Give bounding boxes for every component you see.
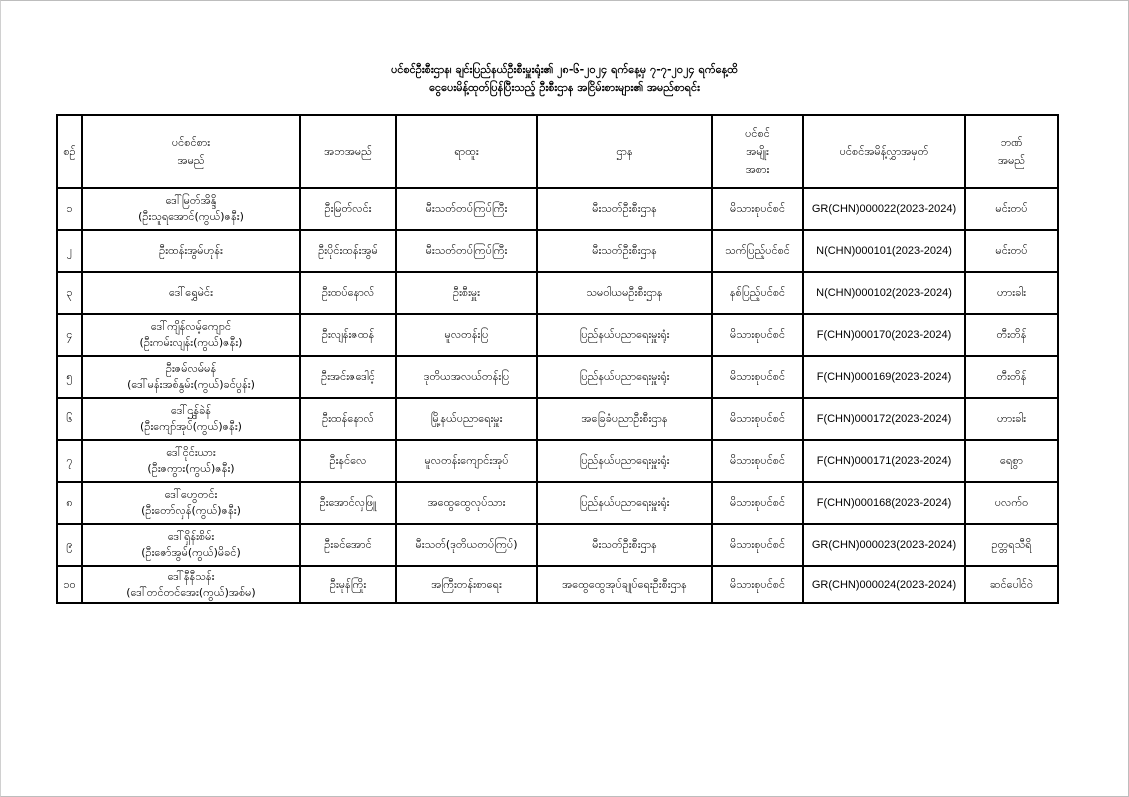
- row-no: ၁: [57, 188, 82, 230]
- document-title: [1, 61, 1128, 97]
- title-line-1: ပင်စင်ဦးစီးဌာန၊ ချင်းပြည်နယ်ဦးစီးမှူးရုံး၏ ၂၈-၆-၂၀၂၄ ရက်နေ့မှ ၇-၇-၂၀၂၄ ရက်နေ့ထိ: [391, 63, 738, 76]
- row-bank-name: ရေစွာ: [965, 440, 1058, 482]
- table-row: [57, 272, 1058, 314]
- pensioner-name: ဒေါ်ငိုင်းယား: [166, 446, 216, 459]
- row-order-number: GR(CHN)000022(2023-2024): [803, 188, 965, 230]
- row-pensioner-name: [82, 482, 300, 524]
- row-no: ၂: [57, 230, 82, 272]
- row-rank: မူလတန်းကျောင်းအုပ်: [396, 440, 537, 482]
- row-pensioner-name: [82, 398, 300, 440]
- row-no: ၃: [57, 272, 82, 314]
- row-rank: မီးသတ်တပ်ကြပ်ကြီး: [396, 230, 537, 272]
- pensioner-name: ဒေါ်နီနီသန်း: [167, 569, 215, 583]
- row-order-number: F(CHN)000171(2023-2024): [803, 440, 965, 482]
- pensioner-relation: (ဦးတော်လှန်(ကွယ်)ဇနီး): [141, 504, 241, 517]
- pensioner-relation: (ဦးဇကွား(ကွယ်)ဇနီး): [147, 462, 235, 475]
- pensioner-relation: (ဦးသူရအောင်(ကွယ်)ဇနီး): [138, 210, 244, 223]
- pensioner-relation: (ဦးကျော်အုပ်(ကွယ်)ဇနီး): [140, 420, 242, 433]
- row-pensioner-name: [82, 524, 300, 566]
- row-bank-name: ပလက်ဝ: [965, 482, 1058, 524]
- row-department: အခြေခံပညာဦးစီးဌာန: [537, 398, 712, 440]
- table-header-row: [57, 115, 1058, 188]
- table-row: [57, 314, 1058, 356]
- row-pension-type: မိသားစုပင်စင်: [712, 482, 803, 524]
- row-order-number: GR(CHN)000023(2023-2024): [803, 524, 965, 566]
- row-order-number: F(CHN)000172(2023-2024): [803, 398, 965, 440]
- row-department: မီးသတ်ဦးစီးဌာန: [537, 524, 712, 566]
- header-no: စဉ်: [57, 115, 82, 188]
- pensioner-relation: (ဦးဇော်အွမ်(ကွယ်)မိခင်): [141, 546, 241, 559]
- row-pensioner-name: [82, 188, 300, 230]
- row-no: ၄: [57, 314, 82, 356]
- row-department: ပြည်နယ်ပညာရေးမှူးရုံး: [537, 314, 712, 356]
- row-pensioner-name: [82, 230, 300, 272]
- row-rank: အထွေထွေလုပ်သား: [396, 482, 537, 524]
- row-department: ပြည်နယ်ပညာရေးမှူးရုံး: [537, 482, 712, 524]
- pensioner-name: ဦးဇမ်လမ်မန်: [165, 362, 217, 375]
- row-father-name: ဦးထန်နောလ်: [300, 398, 396, 440]
- row-father-name: ဦးခင်အောင်: [300, 524, 396, 566]
- row-bank-name: ဆင်ပေါင်ဝဲ: [965, 566, 1058, 603]
- row-pensioner-name: [82, 314, 300, 356]
- table-row: [57, 524, 1058, 566]
- row-department: မီးသတ်ဦးစီးဌာန: [537, 188, 712, 230]
- row-no: ၇: [57, 440, 82, 482]
- row-order-number: GR(CHN)000024(2023-2024): [803, 566, 965, 603]
- header-order-number: ပင်စင်အမိန့်လွှာအမှတ်: [803, 115, 965, 188]
- row-pension-type: မိသားစုပင်စင်: [712, 566, 803, 603]
- row-pension-type: သက်ပြည့်ပင်စင်: [712, 230, 803, 272]
- row-pensioner-name: [82, 356, 300, 398]
- header-department: ဌာန: [537, 115, 712, 188]
- row-rank: ဦးစီးမှူး: [396, 272, 537, 314]
- pensioner-name: ဒေါ်ဟွေတင်း: [164, 488, 218, 501]
- pension-table: [56, 114, 1059, 604]
- row-pension-type: မိသားစုပင်စင်: [712, 440, 803, 482]
- row-order-number: N(CHN)000101(2023-2024): [803, 230, 965, 272]
- pensioner-relation: (ဦးကမ်းလျန်း(ကွယ်)ဇနီး): [139, 336, 243, 349]
- row-father-name: ဦးပိုင်းထန်းအွမ်: [300, 230, 396, 272]
- table-row: [57, 482, 1058, 524]
- row-bank-name: ဟားခါး: [965, 398, 1058, 440]
- row-father-name: ဦးမုန်ကြိုး: [300, 566, 396, 603]
- row-bank-name: ဟားခါး: [965, 272, 1058, 314]
- row-no: ၅: [57, 356, 82, 398]
- pensioner-relation: (ဒေါ်မန်းအစ်နွမ်း(ကွယ်)ခင်ပွန်း): [127, 378, 255, 391]
- row-pension-type: မိသားစုပင်စင်: [712, 356, 803, 398]
- pensioner-name: ဒေါ်ရွှေမဲင်း: [169, 286, 213, 299]
- row-pension-type: မိသားစုပင်စင်: [712, 188, 803, 230]
- header-bank-name: ဘဏ် အမည်: [965, 115, 1058, 188]
- row-father-name: ဦးအင်းဇဒေါင့်: [300, 356, 396, 398]
- pensioner-relation: (ဒေါ်တင်တင်အေး(ကွယ်)အစ်မ): [126, 585, 256, 599]
- header-pension-type: ပင်စင် အမျိုး အစား: [712, 115, 803, 188]
- pensioner-name: ဒေါ်ကျိန်လမ့်ကျောင်: [150, 320, 232, 333]
- row-rank: အကြီးတန်းစာရေး: [396, 566, 537, 603]
- row-department: ပြည်နယ်ပညာရေးမှူးရုံး: [537, 356, 712, 398]
- header-rank: ရာထူး: [396, 115, 537, 188]
- row-father-name: ဦးနင်လေ: [300, 440, 396, 482]
- row-department: အထွေထွေအုပ်ချုပ်ရေးဦးစီးဌာန: [537, 566, 712, 603]
- row-father-name: ဦးထပ်နောလ်: [300, 272, 396, 314]
- row-pension-type: မိသားစုပင်စင်: [712, 524, 803, 566]
- row-father-name: ဦးလျန်းဇထန်: [300, 314, 396, 356]
- row-no: ၉: [57, 524, 82, 566]
- table-row: [57, 440, 1058, 482]
- row-rank: မီးသတ်(ဒုတိယတပ်ကြပ်): [396, 524, 537, 566]
- pensioner-name: ဦးထန်းအွမ်ဟုန်း: [159, 244, 223, 257]
- row-order-number: F(CHN)000170(2023-2024): [803, 314, 965, 356]
- table-row: [57, 566, 1058, 603]
- row-department: သမဝါယမဦးစီးဌာန: [537, 272, 712, 314]
- row-department: ပြည်နယ်ပညာရေးမှူးရုံး: [537, 440, 712, 482]
- pensioner-name: ဒေါ်ဌွန်ခဲန်: [171, 404, 211, 417]
- row-bank-name: မင်းတပ်: [965, 230, 1058, 272]
- row-no: ၁၀: [57, 566, 82, 603]
- header-pensioner-name: ပင်စင်စား အမည်: [82, 115, 300, 188]
- row-pensioner-name: [82, 272, 300, 314]
- row-pensioner-name: [82, 566, 300, 603]
- pensioner-name: ဒေါ်မြတ်အိန္ဒိ: [165, 194, 217, 207]
- row-pension-type: နစ်ပြည့်ပင်စင်: [712, 272, 803, 314]
- table-row: [57, 188, 1058, 230]
- pensioner-name: ဒေါ်ရှိန်းစိမ်း: [167, 530, 215, 543]
- row-rank: မီးသတ်တပ်ကြပ်ကြီး: [396, 188, 537, 230]
- table-row: [57, 398, 1058, 440]
- row-father-name: ဦးမြတ်လင်း: [300, 188, 396, 230]
- row-bank-name: တီးတိန်: [965, 356, 1058, 398]
- row-bank-name: တီးတိန်: [965, 314, 1058, 356]
- row-pension-type: မိသားစုပင်စင်: [712, 398, 803, 440]
- row-rank: မြို့နယ်ပညာရေးမှူး: [396, 398, 537, 440]
- header-father-name: အဘအမည်: [300, 115, 396, 188]
- row-order-number: N(CHN)000102(2023-2024): [803, 272, 965, 314]
- row-no: ၆: [57, 398, 82, 440]
- row-rank: မူလတန်းပြ: [396, 314, 537, 356]
- table-row: [57, 230, 1058, 272]
- title-line-2: ငွေပေးမိန့်ထုတ်ပြန်ပြီးသည့် ဦးစီးဌာန အငြိမ်းစားများ၏ အမည်စာရင်း: [429, 81, 700, 94]
- row-no: ၈: [57, 482, 82, 524]
- row-rank: ဒုတိယအလယ်တန်းပြ: [396, 356, 537, 398]
- row-bank-name: မင်းတပ်: [965, 188, 1058, 230]
- row-order-number: F(CHN)000168(2023-2024): [803, 482, 965, 524]
- row-father-name: ဦးအောင်လှဖြူ: [300, 482, 396, 524]
- row-pension-type: မိသားစုပင်စင်: [712, 314, 803, 356]
- row-bank-name: ဥတ္တရသီရိ: [965, 524, 1058, 566]
- row-department: မီးသတ်ဦးစီးဌာန: [537, 230, 712, 272]
- row-order-number: F(CHN)000169(2023-2024): [803, 356, 965, 398]
- row-pensioner-name: [82, 440, 300, 482]
- table-row: [57, 356, 1058, 398]
